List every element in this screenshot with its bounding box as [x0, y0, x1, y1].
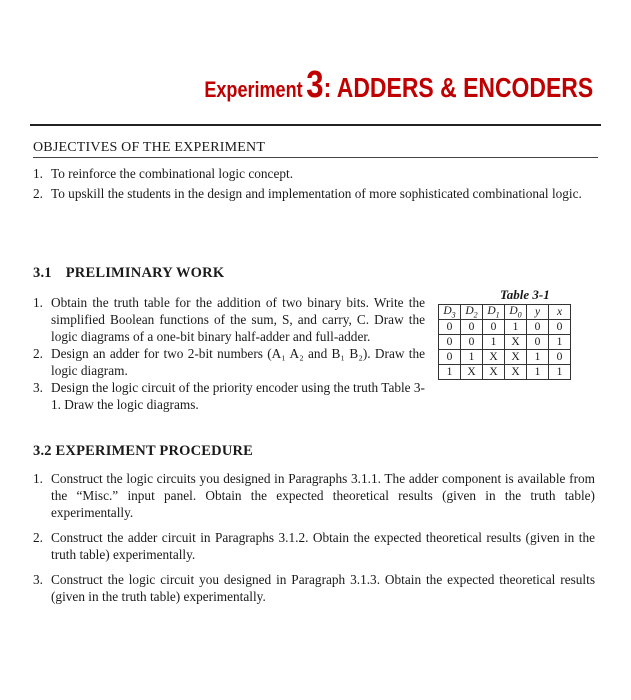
table-cell: 0 — [549, 320, 571, 335]
column-header: y — [527, 305, 549, 320]
list-number: 1. — [33, 166, 43, 181]
table-cell: 1 — [527, 350, 549, 365]
objectives-heading: OBJECTIVES OF THE EXPERIMENT — [33, 140, 598, 158]
list-item — [33, 379, 425, 413]
table-cell: 1 — [527, 365, 549, 380]
preliminary-heading — [33, 265, 224, 282]
list-item — [33, 529, 595, 563]
list-number: 3. — [33, 380, 43, 395]
table-cell: X — [505, 350, 527, 365]
table-cell: X — [483, 365, 505, 380]
table-cell: 0 — [439, 350, 461, 365]
table-row — [439, 365, 571, 380]
title-number: 3 — [306, 64, 324, 106]
list-item — [33, 165, 595, 182]
table-cell: 0 — [461, 320, 483, 335]
list-text: To reinforce the combinational logic concept. — [51, 166, 294, 181]
table-cell: 1 — [549, 365, 571, 380]
list-item — [33, 571, 595, 605]
title-main: : ADDERS & ENCODERS — [323, 72, 593, 103]
list-number: 1. — [33, 295, 43, 310]
list-number: 2. — [33, 530, 43, 545]
page-title — [204, 64, 593, 107]
list-text: Construct the logic circuit you designed in Paragraph 3.1.3. Obtain the expected theoretical results (given in the truth table) experimentally. — [51, 572, 595, 604]
column-header: $D_2$ — [461, 305, 483, 320]
table-cell: 1 — [439, 365, 461, 380]
table-cell: 1 — [483, 335, 505, 350]
list-number: 1. — [33, 471, 43, 486]
table-cell: X — [483, 350, 505, 365]
list-text: Construct the adder circuit in Paragraphs 3.1.2. Obtain the expected theoretical results (given in the truth table) experimentally. — [51, 530, 595, 562]
procedure-heading: 3.2 EXPERIMENT PROCEDURE — [33, 443, 254, 459]
procedure-list — [33, 470, 595, 613]
table-cell: 0 — [483, 320, 505, 335]
table-cell: 0 — [527, 320, 549, 335]
table-caption: Table 3-1 — [500, 287, 550, 302]
title-prefix: Experiment — [204, 77, 303, 102]
table-cell: 1 — [461, 350, 483, 365]
table-cell: X — [461, 365, 483, 380]
list-number: 2. — [33, 346, 43, 361]
table-cell: 1 — [549, 335, 571, 350]
truth-table — [438, 304, 571, 380]
table-header-row — [439, 305, 571, 320]
table-cell: 0 — [461, 335, 483, 350]
column-header: $D_3$ — [439, 305, 461, 320]
list-text: To upskill the students in the design and implementation of more sophisticated combinational logic. — [51, 186, 582, 201]
list-text: Construct the logic circuits you designed in Paragraphs 3.1.1. The adder component is available from the “Misc.” input panel. Obtain the expected theoretical results (given in the truth table) experimentally. — [51, 471, 595, 520]
table-cell: 0 — [549, 350, 571, 365]
table-row — [439, 350, 571, 365]
section-title: PRELIMINARY WORK — [65, 265, 225, 281]
list-number: 2. — [33, 186, 43, 201]
list-item — [33, 185, 595, 202]
list-item — [33, 345, 425, 379]
preliminary-list — [33, 294, 425, 413]
list-text: Design the logic circuit of the priority encoder using the truth Table 3-1. Draw the logic diagrams. — [51, 380, 425, 412]
table-row — [439, 335, 571, 350]
title-divider — [30, 124, 601, 126]
column-header: $D_1$ — [483, 305, 505, 320]
list-item — [33, 294, 425, 345]
table-row — [439, 320, 571, 335]
column-header: x — [549, 305, 571, 320]
list-item — [33, 470, 595, 521]
table-cell: 0 — [527, 335, 549, 350]
column-header: $D_0$ — [505, 305, 527, 320]
table-cell: X — [505, 335, 527, 350]
table-cell: 0 — [439, 335, 461, 350]
list-text: Obtain the truth table for the addition of two binary bits. Write the simplified Boolean functions of the sum, S, and carry, C. Draw the logic diagrams of a one-bit binary half-adder and full-adder. — [51, 295, 425, 344]
section-number: 3.1 — [33, 265, 52, 281]
list-text: Design an adder for two 2-bit numbers (A₁ A₂ and B₁ B₂). Draw the logic diagram. — [51, 346, 425, 378]
table-cell: 1 — [505, 320, 527, 335]
list-number: 3. — [33, 572, 43, 587]
table-cell: 0 — [439, 320, 461, 335]
objectives-list — [33, 165, 595, 205]
table-cell: X — [505, 365, 527, 380]
